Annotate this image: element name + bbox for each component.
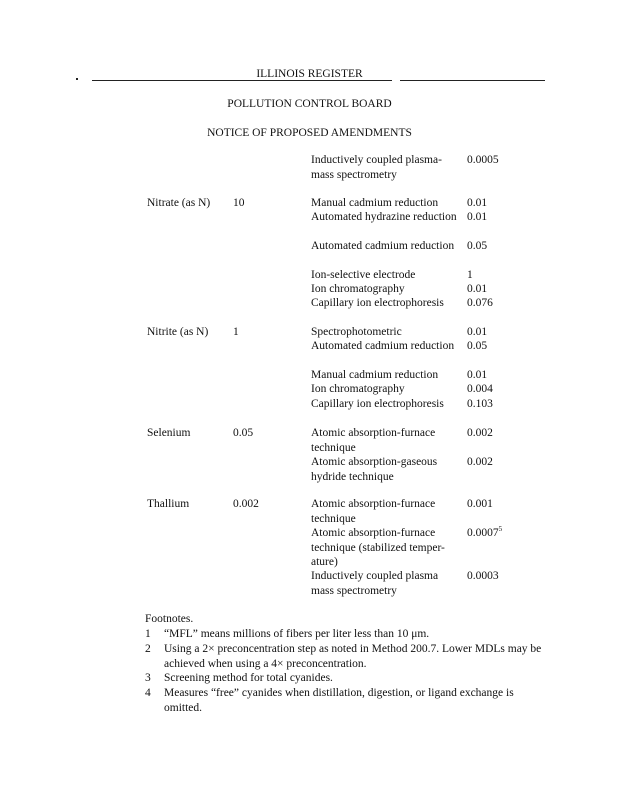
mdl-cell: 0.01 <box>467 283 488 295</box>
method-cell: Manual cadmium reduction <box>311 197 439 209</box>
mdl-cell: 0.004 <box>467 383 493 395</box>
method-cell: Atomic absorption-furnace technique (stabilized temper-ature) <box>311 527 445 568</box>
mdl-cell: 0.01 <box>467 326 488 338</box>
method-cell: Automated cadmium reduction <box>311 340 455 352</box>
mdl-cell: 0.01 <box>467 211 488 223</box>
mdl-cell: 0.0005 <box>467 154 499 166</box>
notice-title: NOTICE OF PROPOSED AMENDMENTS <box>207 127 412 139</box>
method-cell: Atomic absorption-furnace technique <box>311 498 436 525</box>
mdl-cell: 0.01 <box>467 197 488 209</box>
mcl-nitrite: 1 <box>233 326 239 338</box>
method-cell: Automated hydrazine reduction <box>311 211 457 223</box>
method-cell: Spectrophotometric <box>311 326 402 338</box>
mdl-cell: 0.103 <box>467 398 493 410</box>
mcl-selenium: 0.05 <box>233 427 254 439</box>
mcl-thallium: 0.002 <box>233 498 259 510</box>
footnote-number: 2 <box>145 643 151 655</box>
mdl-cell: 1 <box>467 269 473 281</box>
method-cell: Ion chromatography <box>311 383 405 395</box>
footnote-number: 4 <box>145 687 151 699</box>
mdl-cell: 0.05 <box>467 340 488 352</box>
mdl-cell: 0.05 <box>467 240 488 252</box>
footnote-ref: 5 <box>498 525 503 534</box>
analyte-selenium: Selenium <box>147 427 191 439</box>
footnote-number: 1 <box>145 628 151 640</box>
footnote-text: Screening method for total cyanides. <box>164 672 333 684</box>
mdl-cell: 0.0007$^5$ <box>467 525 503 539</box>
board-name: POLLUTION CONTROL BOARD <box>227 98 392 110</box>
analyte-thallium: Thallium <box>147 498 190 510</box>
mdl-cell: 0.076 <box>467 297 493 309</box>
method-cell: Automated cadmium reduction <box>311 240 455 252</box>
method-cell: Ion-selective electrode <box>311 269 416 281</box>
footnote-text: Measures “free” cyanides when distillation, digestion, or ligand exchange is omitted. <box>164 687 514 714</box>
analyte-nitrite: Nitrite (as N) <box>147 326 209 338</box>
mdl-cell: 0.001 <box>467 498 493 510</box>
method-cell: Ion chromatography <box>311 283 405 295</box>
method-cell: Capillary ion electrophoresis <box>311 398 444 410</box>
mdl-cell: 0.002 <box>467 456 493 468</box>
register-title: ILLINOIS REGISTER <box>256 68 363 80</box>
analyte-nitrate: Nitrate (as N) <box>147 197 211 209</box>
method-cell: Atomic absorption-furnace technique <box>311 427 436 454</box>
mdl-cell: 0.0003 <box>467 570 499 582</box>
method-cell: Capillary ion electrophoresis <box>311 297 444 309</box>
mdl-cell: 0.002 <box>467 427 493 439</box>
method-cell: Manual cadmium reduction <box>311 369 439 381</box>
footnote-number: 3 <box>145 672 151 684</box>
method-cell: Atomic absorption-gaseous hydride technique <box>311 456 438 483</box>
method-cell: Inductively coupled plasma-mass spectrometry <box>311 154 442 181</box>
mcl-nitrate: 10 <box>233 197 245 209</box>
footnote-text: “MFL” means millions of fibers per liter less than 10 μm. <box>164 628 430 640</box>
footnotes-heading: Footnotes. <box>145 613 194 625</box>
footnote-text: Using a 2× preconcentration step as noted in Method 200.7. Lower MDLs may be achieved when using a 4× preconcentration. <box>164 643 542 670</box>
method-cell: Inductively coupled plasma mass spectrometry <box>311 570 439 597</box>
mdl-cell: 0.01 <box>467 369 488 381</box>
